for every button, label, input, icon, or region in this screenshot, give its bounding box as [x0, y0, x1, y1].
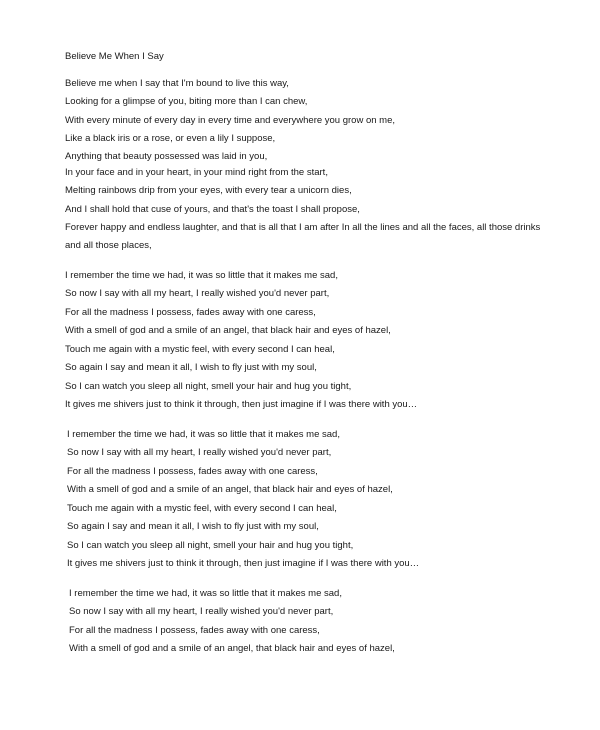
poem-line: I remember the time we had, it was so little that it makes me sad, [67, 429, 340, 440]
poem-line: For all the madness I possess, fades away with one caress, [69, 624, 320, 636]
poem-line: With a smell of god and a smile of an angel, that black hair and eyes of hazel, [67, 483, 393, 495]
poem-line: Touch me again with a mystic feel, with every second I can heal, [67, 503, 337, 514]
poem-line: For all the madness I possess, fades away with one caress, [65, 306, 316, 318]
poem-line: Looking for a glimpse of you, biting more than I can chew, [65, 96, 308, 108]
poem-line: With a smell of god and a smile of an angel, that black hair and eyes of hazel, [65, 324, 391, 336]
poem-line: So again I say and mean it all, I wish to fly just with my soul, [67, 521, 319, 533]
poem-line: So I can watch you sleep all night, smell your hair and hug you tight, [67, 539, 354, 551]
poem-line: It gives me shivers just to think it through, then just imagine if I was there with you… [65, 398, 418, 410]
poem-line: Like a black iris or a rose, or even a lily I suppose, [65, 132, 276, 144]
stanza [65, 267, 391, 340]
poem-line: I remember the time we had, it was so little that it makes me sad, [65, 270, 338, 281]
poem-line: So again I say and mean it all, I wish to fly just with my soul, [65, 362, 317, 374]
document-title: Believe Me When I Say [65, 51, 164, 62]
poem-line: With a smell of god and a smile of an angel, that black hair and eyes of hazel, [69, 642, 395, 654]
stanza [65, 75, 395, 166]
stanza [67, 426, 393, 499]
poem-line: Melting rainbows drip from your eyes, with every tear a unicorn dies, [65, 185, 352, 197]
poem-line: So now I say with all my heart, I really wished you'd never part, [65, 288, 330, 300]
poem-line: And I shall hold that cuse of yours, and that's the toast I shall propose, [65, 203, 360, 215]
poem-line: Touch me again with a mystic feel, with every second I can heal, [65, 344, 335, 355]
poem-line: So I can watch you sleep all night, smell your hair and hug you tight, [65, 380, 352, 392]
stanza [65, 341, 417, 414]
poem-line: It gives me shivers just to think it through, then just imagine if I was there with you… [67, 557, 420, 569]
poem-line: So now I say with all my heart, I really wished you'd never part, [67, 447, 332, 459]
poem-line: Anything that beauty possessed was laid in you, [65, 151, 268, 163]
poem-line: Forever happy and endless laughter, and that is all that I am after In all the lines and all the faces, all those drinks and all those places, [65, 221, 541, 252]
poem-line: For all the madness I possess, fades away with one caress, [67, 465, 318, 477]
stanza [69, 585, 395, 658]
poem-line: I remember the time we had, it was so little that it makes me sad, [69, 588, 342, 599]
poem-line: In your face and in your heart, in your mind right from the start, [65, 167, 328, 178]
poem-line: Believe me when I say that I'm bound to live this way, [65, 78, 289, 89]
poem-line: So now I say with all my heart, I really wished you'd never part, [69, 606, 334, 618]
poem-line: With every minute of every day in every time and everywhere you grow on me, [65, 114, 396, 126]
stanza [65, 164, 555, 255]
stanza [67, 500, 419, 573]
